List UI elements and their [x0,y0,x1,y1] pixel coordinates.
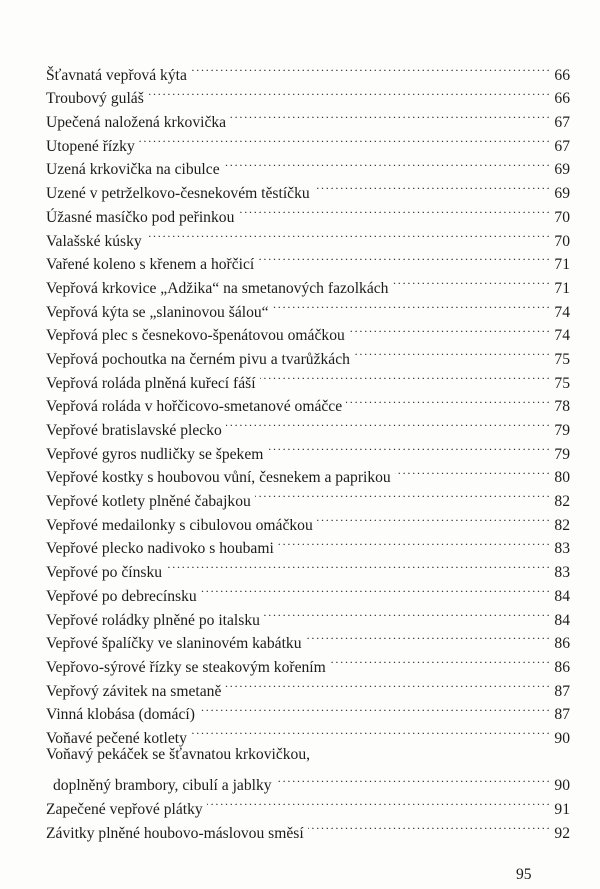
toc-entry-page: 86 [554,635,570,653]
toc-entry-page: 69 [554,161,570,179]
dot-leader [308,814,549,838]
dot-leader [354,340,549,364]
dot-leader [392,269,549,293]
toc-entry-page: 74 [554,327,570,345]
toc-entry-page: 90 [554,729,570,747]
toc-entry-page: 75 [554,350,570,368]
dot-leader [276,767,549,791]
toc-entry-page: 79 [554,445,570,463]
dot-leader [191,719,549,743]
toc-entry-title: Závitky plněné houbovo-máslovou směsí [46,824,304,842]
dot-leader [278,530,549,554]
toc-entry-title: Vepřová roláda v hořčicovo-smetanové omáčce [46,398,343,416]
toc-entry-title: Vepřové gyros nudličky se špekem [46,445,264,463]
toc-entry-page: 78 [554,398,570,416]
dot-leader [139,127,549,151]
toc-entry-title: Voňavé pečené kotlety [46,729,187,747]
table-of-contents [46,56,570,842]
toc-entry-title: Vepřová krkovice „Adžika“ na smetanových fazolkách [46,279,389,297]
toc-entry-title: Vepřová roláda plněná kuřecí fáší [46,374,256,392]
dot-leader [314,174,549,198]
toc-entry-title: Troubový guláš [46,90,144,108]
dot-leader [255,482,549,506]
toc-entry-line [46,743,570,767]
dot-leader [346,388,549,412]
toc-entry-title: Vepřové po čínsku [46,564,163,582]
toc-entry-page: 67 [554,114,570,132]
toc-entry-page: 79 [554,422,570,439]
dot-leader [199,696,549,720]
toc-entry-page: 74 [554,303,570,321]
dot-leader [273,293,549,317]
dot-leader [148,80,549,104]
dot-leader [226,411,549,435]
dot-leader [395,459,549,483]
toc-entry-page: 67 [554,137,570,155]
toc-entry-title-line1: Voňavý pekáček se šťavnatou krkovičkou, [46,745,311,763]
toc-entry-title: Vepřová pochoutka na černém pivu a tvarůžkách [46,350,350,368]
toc-entry [46,56,570,84]
dot-leader [166,553,549,577]
dot-leader [225,672,549,696]
toc-entry-title: Vinná klobása (domácí) [46,706,195,724]
dot-leader [264,601,549,625]
dot-leader [191,56,549,80]
dot-leader [207,790,549,814]
toc-entry-page: 75 [554,374,570,392]
toc-entry-title: Šťavnatá vepřová kýta [46,66,187,84]
toc-entry-page: 86 [554,658,570,676]
toc-entry-multiline [46,743,570,795]
toc-entry-page: 80 [554,469,570,487]
toc-entry-page: 70 [554,208,570,226]
page-number: 95 [516,866,532,883]
dot-leader [267,435,549,459]
dot-leader [260,364,549,388]
toc-entry-title: Valašské kúsky [46,232,142,250]
toc-entry-title: Vařené koleno s křenem a hořčicí [46,256,255,274]
dot-leader [224,151,549,175]
dot-leader [330,648,549,672]
toc-entry-title: Vepřová plec s česnekovo-špenátovou omáčkou [46,327,345,345]
toc-entry-page: 71 [554,256,570,274]
dot-leader [146,222,549,246]
toc-entry-title: Vepřové plecko nadivoko s houbami [46,540,274,558]
toc-entry-page: 91 [554,801,570,818]
toc-entry-page: 71 [554,279,570,297]
toc-entry-title: Vepřové po debrecínsku [46,587,197,605]
toc-entry-page: 82 [554,493,570,511]
toc-entry-title: Vepřovo-sýrové řízky se steakovým kořením [46,658,326,676]
toc-entry-title: Vepřové kotlety plněné čabajkou [46,493,251,511]
toc-entry-page: 70 [554,232,570,250]
toc-entry-page: 82 [554,516,570,534]
toc-entry-page: 83 [554,564,570,582]
toc-entry-page: 66 [554,66,570,84]
toc-entry-title: Vepřové bratislavské plecko [46,422,222,439]
toc-entry-title: Úžasné masíčko pod peřinkou [46,208,235,226]
dot-leader [230,103,549,127]
toc-entry-title-line2: doplněný brambory, cibulí a jablky [53,777,272,795]
toc-entry-title: Zapečené vepřové plátky [46,801,203,818]
toc-entry-line [46,767,570,795]
toc-entry-page: 83 [554,540,570,558]
toc-entry-title: Vepřový závitek na smetaně [46,682,222,700]
toc-entry-title: Vepřová kýta se „slaninovou šálou“ [46,303,269,321]
toc-entry-title: Vepřové medailonky s cibulovou omáčkou [46,516,313,534]
dot-leader [238,198,549,222]
dot-leader [258,246,549,270]
toc-entry-title: Uzená krkovička na cibulce [46,161,220,179]
toc-entry-page: 92 [554,824,570,842]
dot-leader [201,577,549,601]
toc-entry-page: 90 [554,777,570,795]
toc-entry-title: Utopené řízky [46,137,135,155]
toc-entry-page: 69 [554,185,570,203]
toc-entry-page: 84 [554,587,570,605]
dot-leader [349,317,549,341]
toc-entry-page: 84 [554,611,570,629]
toc-entry-page: 87 [554,706,570,724]
toc-entry-page: 66 [554,90,570,108]
toc-entry-title: Uzené v petrželkovo-česnekovém těstíčku [46,185,310,203]
dot-leader [306,625,550,649]
dot-leader [317,506,549,530]
toc-entry-title: Upečená naložená krkovička [46,114,227,132]
toc-entry-title: Vepřové roládky plněné po italsku [46,611,260,629]
toc-entry-title: Vepřové kostky s houbovou vůní, česnekem a paprikou [46,469,391,487]
toc-entry-page: 87 [554,682,570,700]
toc-entry-title: Vepřové špalíčky ve slaninovém kabátku [46,635,302,653]
